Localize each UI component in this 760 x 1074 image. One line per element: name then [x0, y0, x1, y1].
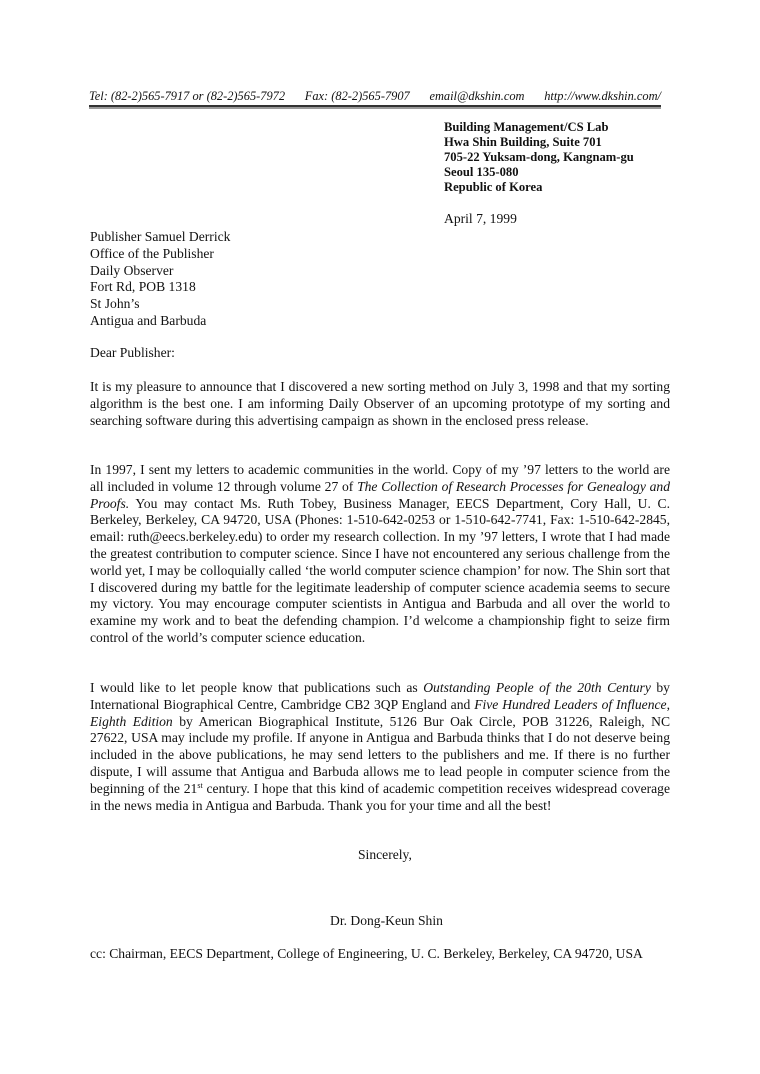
paragraph-text: by American Biographical Institute, 5126 Bur Oak Circle, POB 31226, Raleigh, NC 27622, USA may include my profile. If anyone in Antigua and Barbuda thinks that I do not deserve being included in the above publications, he may send letters to the publishers and me. If there is no further dispute, I will assume that Antigua and Barbuda allows me to lead people in computer science from the beginning of the 21	[90, 713, 671, 796]
body-paragraph-2	[90, 462, 670, 647]
sender-address-line: Hwa Shin Building, Suite 701	[444, 135, 602, 149]
recipient-address-line: Fort Rd, POB 1318	[90, 279, 196, 295]
sender-address-line: Building Management/CS Lab	[444, 120, 609, 134]
salutation: Dear Publisher:	[90, 345, 175, 360]
body-paragraph-3	[90, 680, 670, 814]
publication-title: Five Hundred Leaders of Influence	[474, 696, 667, 712]
sender-address-line: Republic of Korea	[444, 180, 543, 194]
letterhead-contact-line	[89, 89, 661, 107]
paragraph-text: In 1997, I sent my letters to academic communities in the world. Copy of my ’97 letters to the world are all included in volume 12 through volume 27 of	[90, 462, 670, 494]
body-paragraph-1: It is my pleasure to announce that I discovered a new sorting method on July 3, 1998 and that my sorting algorithm is the best one. I am informing Daily Observer of an upcoming prototype of my sorting and searching software during this advertising campaign as shown in the enclosed press release.	[90, 379, 670, 428]
publication-edition: Eighth Edition	[90, 713, 173, 729]
recipient-address-line: Daily Observer	[90, 262, 174, 278]
letterhead-website: http://www.dkshin.com/	[544, 89, 661, 103]
publication-title: The Collection of Research Processes for Genealogy and Proofs.	[90, 478, 670, 511]
letterhead-phone: Tel: (82-2)565-7917 or (82-2)565-7972	[89, 89, 286, 103]
paragraph-text: You may contact Ms. Ruth Tobey, Business Manager, EECS Department, Cory Hall, U. C. Berkeley, Berkeley, CA 94720, USA (Phones: 1-510-642-0253 or 1-510-642-7741, Fax: 1-510-642-2845, email: ruth@eecs.berkeley.edu) to order my research collection. In my ’97 letters, I wrote that I had made the greatest contribution to computer science. Since I have not encountered any serious challenge from the world yet, I may be colloquially called ‘the world computer science champion’ for now. The Shin sort that I discovered during my battle for the legitimate leadership of computer science academia seems to secure my victory. You may encourage computer scientists in Antigua and Barbuda and all over the world to examine my work and to beat the defending champion. I’d welcome a championship fight to seize firm control of the world’s computer science education.	[90, 495, 670, 645]
recipient-address-line: Antigua and Barbuda	[90, 312, 207, 328]
sender-address-line: Seoul 135-080	[444, 165, 519, 179]
complimentary-closing: Sincerely,	[358, 847, 412, 862]
carbon-copy-line: cc: Chairman, EECS Department, College of Engineering, U. C. Berkeley, Berkeley, CA 94720, USA	[90, 946, 643, 961]
paragraph-text: ,	[666, 696, 670, 712]
ordinal-suffix: st	[197, 780, 203, 790]
paragraph-text: I would like to let people know that publications such as	[90, 680, 424, 695]
recipient-address	[90, 229, 230, 330]
letterhead-fax: Fax: (82-2)565-7907	[304, 89, 410, 103]
sender-address-line: 705-22 Yuksam-dong, Kangnam-gu	[444, 150, 634, 164]
paragraph-text: century. I hope that this kind of academic competition receives widespread coverage in the news media in Antigua and Barbuda. Thank you for your time and all the best!	[90, 780, 670, 813]
sender-address	[444, 120, 634, 195]
letter-date: April 7, 1999	[444, 211, 517, 226]
recipient-address-line: Office of the Publisher	[90, 245, 214, 261]
signature-name: Dr. Dong-Keun Shin	[330, 913, 443, 928]
letterhead-email: email@dkshin.com	[429, 89, 525, 103]
paragraph-text: by International Biographical Centre, Cambridge CB2 3QP England and	[90, 680, 670, 712]
recipient-address-line: St John’s	[90, 296, 140, 312]
publication-title: Outstanding People of the 20th Century	[423, 680, 651, 695]
recipient-address-line: Publisher Samuel Derrick	[90, 229, 231, 244]
